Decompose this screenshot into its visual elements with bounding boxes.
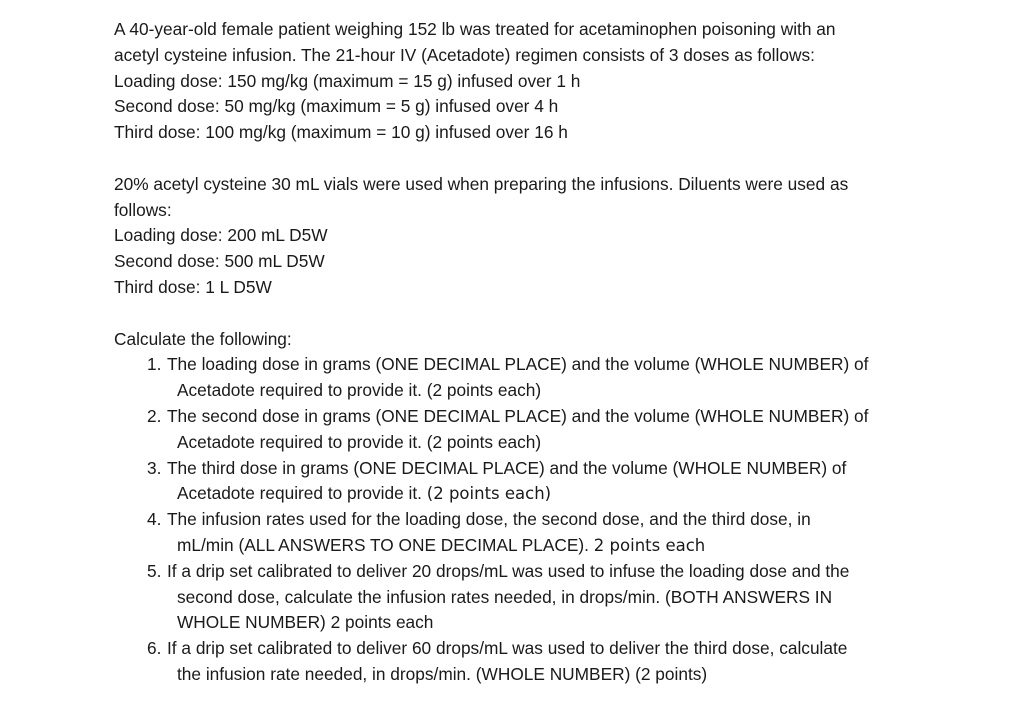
question-number: 2.: [147, 405, 162, 426]
question-text: Acetadote required to provide it.: [177, 483, 422, 504]
question-item-6: [114, 636, 994, 688]
questions-section: [114, 327, 994, 688]
diluents-line: follows:: [114, 199, 172, 220]
question-text: The third dose in grams (ONE DECIMAL PLACE) and the volume (WHOLE NUMBER) of: [167, 457, 847, 478]
question-number: 1.: [147, 354, 162, 375]
intro-line: A 40-year-old female patient weighing 152 lb was treated for acetaminophen poisoning with an: [114, 19, 836, 39]
question-text: Acetadote required to provide it. (2 points each): [177, 380, 542, 401]
paragraph-gap: [114, 301, 994, 327]
questions-list: [114, 352, 994, 687]
question-text: mL/min (ALL ANSWERS TO ONE DECIMAL PLACE).: [177, 534, 589, 555]
question-text-line: [177, 533, 994, 559]
question-text: The second dose in grams (ONE DECIMAL PLACE) and the volume (WHOLE NUMBER) of: [167, 405, 869, 426]
diluent-line-loading: Loading dose: 200 mL D5W: [114, 225, 328, 246]
diluent-line-second: Second dose: 500 mL D5W: [114, 251, 325, 272]
question-text: If a drip set calibrated to deliver 60 drops/mL was used to deliver the third dose, calculate: [167, 638, 848, 659]
question-item-2: [114, 404, 994, 456]
intro-line: acetyl cysteine infusion. The 21-hour IV (Acetadote) regimen consists of 3 doses as follows:: [114, 44, 815, 65]
intro-paragraph: [114, 17, 994, 146]
dose-line-second: Second dose: 50 mg/kg (maximum = 5 g) infused over 4 h: [114, 96, 559, 117]
question-number: 6.: [147, 638, 162, 659]
question-item-1: [114, 352, 994, 404]
question-number: 5.: [147, 560, 162, 581]
paragraph-gap: [114, 146, 994, 172]
question-item-4: [114, 507, 994, 559]
question-text-line: [177, 481, 994, 507]
question-text: Acetadote required to provide it. (2 points each): [177, 431, 542, 452]
question-number: 4.: [147, 509, 162, 530]
dose-line-third: Third dose: 100 mg/kg (maximum = 10 g) infused over 16 h: [114, 122, 568, 143]
question-text: WHOLE NUMBER) 2 points each: [177, 612, 434, 633]
question-text: The loading dose in grams (ONE DECIMAL PLACE) and the volume (WHOLE NUMBER) of: [167, 354, 869, 375]
dose-line-loading: Loading dose: 150 mg/kg (maximum = 15 g) infused over 1 h: [114, 70, 581, 91]
question-number: 3.: [147, 457, 162, 478]
question-item-5: [114, 559, 994, 636]
question-item-3: [114, 456, 994, 508]
question-text: the infusion rate needed, in drops/min. (WHOLE NUMBER) (2 points): [177, 663, 708, 684]
question-text: The infusion rates used for the loading dose, the second dose, and the third dose, in: [167, 509, 811, 530]
document-body: [114, 17, 994, 688]
questions-heading: Calculate the following:: [114, 328, 292, 349]
question-text: If a drip set calibrated to deliver 20 drops/mL was used to infuse the loading dose and the: [167, 560, 850, 581]
diluent-line-third: Third dose: 1 L D5W: [114, 276, 272, 297]
diluents-line: 20% acetyl cysteine 30 mL vials were used when preparing the infusions. Diluents were used as: [114, 173, 849, 194]
question-points: (2 points each): [426, 484, 552, 504]
question-text: second dose, calculate the infusion rates needed, in drops/min. (BOTH ANSWERS IN: [177, 586, 833, 607]
diluents-paragraph: [114, 172, 994, 301]
question-points: 2 points each: [593, 535, 706, 555]
